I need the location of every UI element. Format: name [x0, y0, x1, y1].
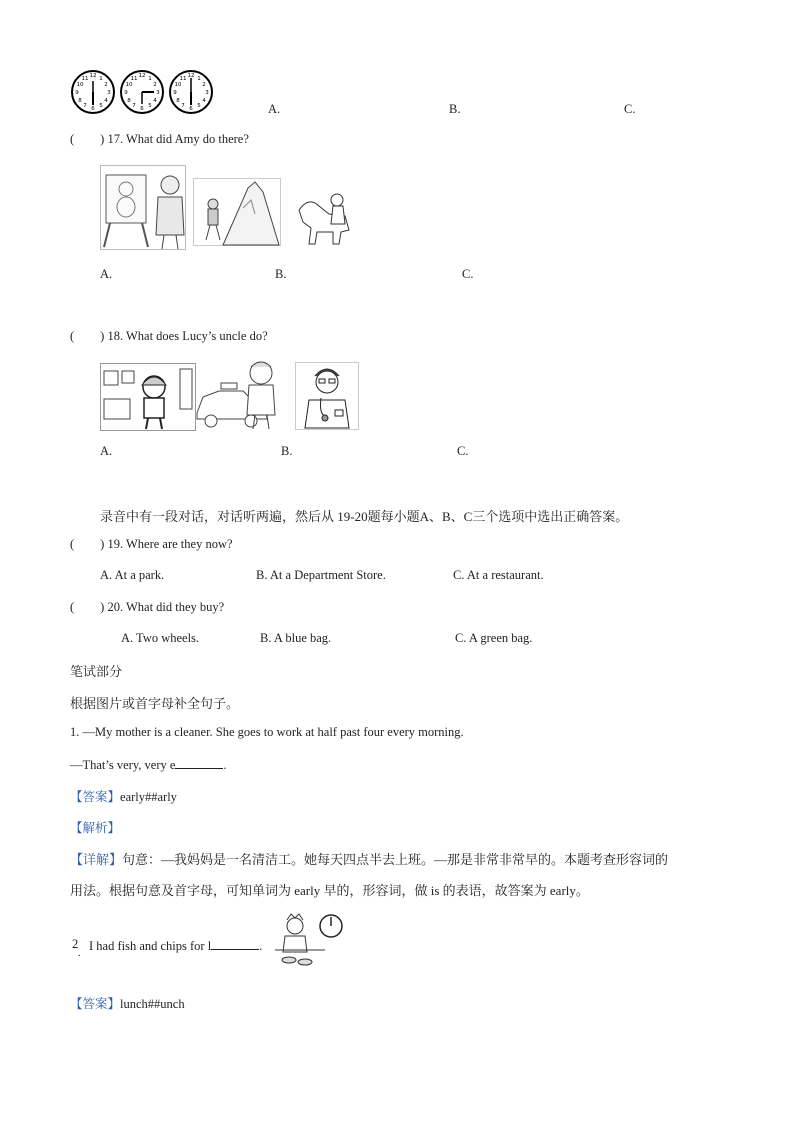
w1-analysis-label: 【解析】	[70, 821, 121, 835]
svg-text:12: 12	[138, 73, 146, 79]
svg-text:8: 8	[176, 98, 180, 104]
svg-text:7: 7	[181, 103, 185, 109]
svg-text:3: 3	[107, 90, 111, 96]
svg-text:5: 5	[197, 103, 201, 109]
svg-text:10: 10	[174, 82, 182, 88]
svg-text:12: 12	[187, 73, 195, 79]
w1-detail-line1: 【详解】句意：—我妈妈是一名清洁工。她每天四点半去上班。—那是非常非常早的。本题考查形容词的	[70, 852, 669, 867]
q18-picture-c	[295, 362, 359, 430]
w1-detail-line2: 用法。根据句意及首字母，可知单词为 early 早的，形容词，做 is 的表语，故答案为 early。	[70, 883, 589, 898]
q17-option-a[interactable]: A.	[100, 267, 113, 281]
svg-text:2: 2	[153, 82, 157, 88]
q18-picture-a	[100, 363, 196, 431]
svg-text:8: 8	[127, 98, 131, 104]
svg-text:4: 4	[153, 98, 157, 104]
question-17: ( ) 17. What did Amy do there?	[70, 132, 249, 146]
q19-option-c[interactable]: C. At a restaurant.	[453, 568, 544, 582]
svg-text:4: 4	[202, 98, 206, 104]
svg-text:7: 7	[83, 103, 87, 109]
svg-text:9: 9	[173, 90, 177, 96]
svg-text:6: 6	[189, 106, 193, 112]
question-18: ( ) 18. What does Lucy’s uncle do?	[70, 329, 268, 343]
w2-number: 2	[72, 937, 79, 951]
svg-text:4: 4	[104, 98, 108, 104]
q20-option-c[interactable]: C. A green bag.	[455, 631, 533, 645]
q16-option-a[interactable]: A.	[268, 102, 281, 116]
q17-option-c[interactable]: C.	[462, 267, 474, 281]
question-20: ( ) 20. What did they buy?	[70, 600, 225, 614]
listening-instruction: 录音中有一段对话，对话听两遍，然后从 19-20题每小题A、B、C三个选项中选出正确答案。	[100, 509, 629, 524]
clock-b-icon	[121, 71, 163, 113]
w1-prompt: 1. —My mother is a cleaner. She goes to work at half past four every morning.	[70, 725, 464, 739]
svg-text:7: 7	[132, 103, 136, 109]
svg-text:1: 1	[197, 76, 201, 82]
w2-prompt: I had fish and chips for l .	[89, 939, 263, 953]
svg-text:12: 12	[89, 73, 97, 79]
q19-option-a[interactable]: A. At a park.	[100, 568, 165, 582]
svg-text:9: 9	[124, 90, 128, 96]
question-19: ( ) 19. Where are they now?	[70, 537, 233, 551]
clock-c-icon	[170, 71, 212, 113]
clock-a-icon	[72, 71, 114, 113]
w2-blank[interactable]	[211, 937, 259, 950]
svg-text:1: 1	[148, 76, 152, 82]
svg-text:6: 6	[140, 106, 144, 112]
svg-text:11: 11	[81, 76, 89, 82]
q18-option-b[interactable]: B.	[281, 444, 293, 458]
q16-option-c[interactable]: C.	[624, 102, 636, 116]
q17-picture-a	[100, 165, 186, 250]
svg-text:6: 6	[91, 106, 95, 112]
q18-picture-b	[195, 357, 285, 431]
written-section-heading: 笔试部分	[70, 664, 123, 679]
w1-answer: 【答案】early##arly	[70, 790, 177, 804]
q17-option-b[interactable]: B.	[275, 267, 287, 281]
svg-text:5: 5	[99, 103, 103, 109]
q20-option-a[interactable]: A. Two wheels.	[121, 631, 200, 645]
svg-text:3: 3	[205, 90, 209, 96]
w2-dot: .	[78, 948, 81, 959]
q17-picture-b	[193, 178, 281, 246]
svg-text:2: 2	[104, 82, 108, 88]
w1-blank[interactable]	[175, 756, 223, 769]
q18-option-c[interactable]: C.	[457, 444, 469, 458]
w1-answer-line: —That’s very, very e .	[70, 758, 227, 772]
w2-lunch-clock-picture	[275, 912, 345, 974]
w2-answer: 【答案】lunch##unch	[70, 997, 185, 1011]
clocks-image	[70, 68, 215, 116]
svg-text:5: 5	[148, 103, 152, 109]
q17-picture-c	[295, 190, 357, 248]
q19-option-b[interactable]: B. At a Department Store.	[256, 568, 386, 582]
svg-text:11: 11	[179, 76, 187, 82]
svg-text:1: 1	[99, 76, 103, 82]
svg-text:11: 11	[130, 76, 138, 82]
written-instruction: 根据图片或首字母补全句子。	[70, 696, 240, 711]
svg-text:10: 10	[125, 82, 133, 88]
clock-icon	[320, 915, 342, 937]
q20-option-b[interactable]: B. A blue bag.	[260, 631, 332, 645]
q18-option-a[interactable]: A.	[100, 444, 113, 458]
svg-text:10: 10	[76, 82, 84, 88]
svg-text:9: 9	[75, 90, 79, 96]
q16-option-b[interactable]: B.	[449, 102, 461, 116]
svg-text:2: 2	[202, 82, 206, 88]
svg-text:8: 8	[78, 98, 82, 104]
svg-text:3: 3	[156, 90, 160, 96]
